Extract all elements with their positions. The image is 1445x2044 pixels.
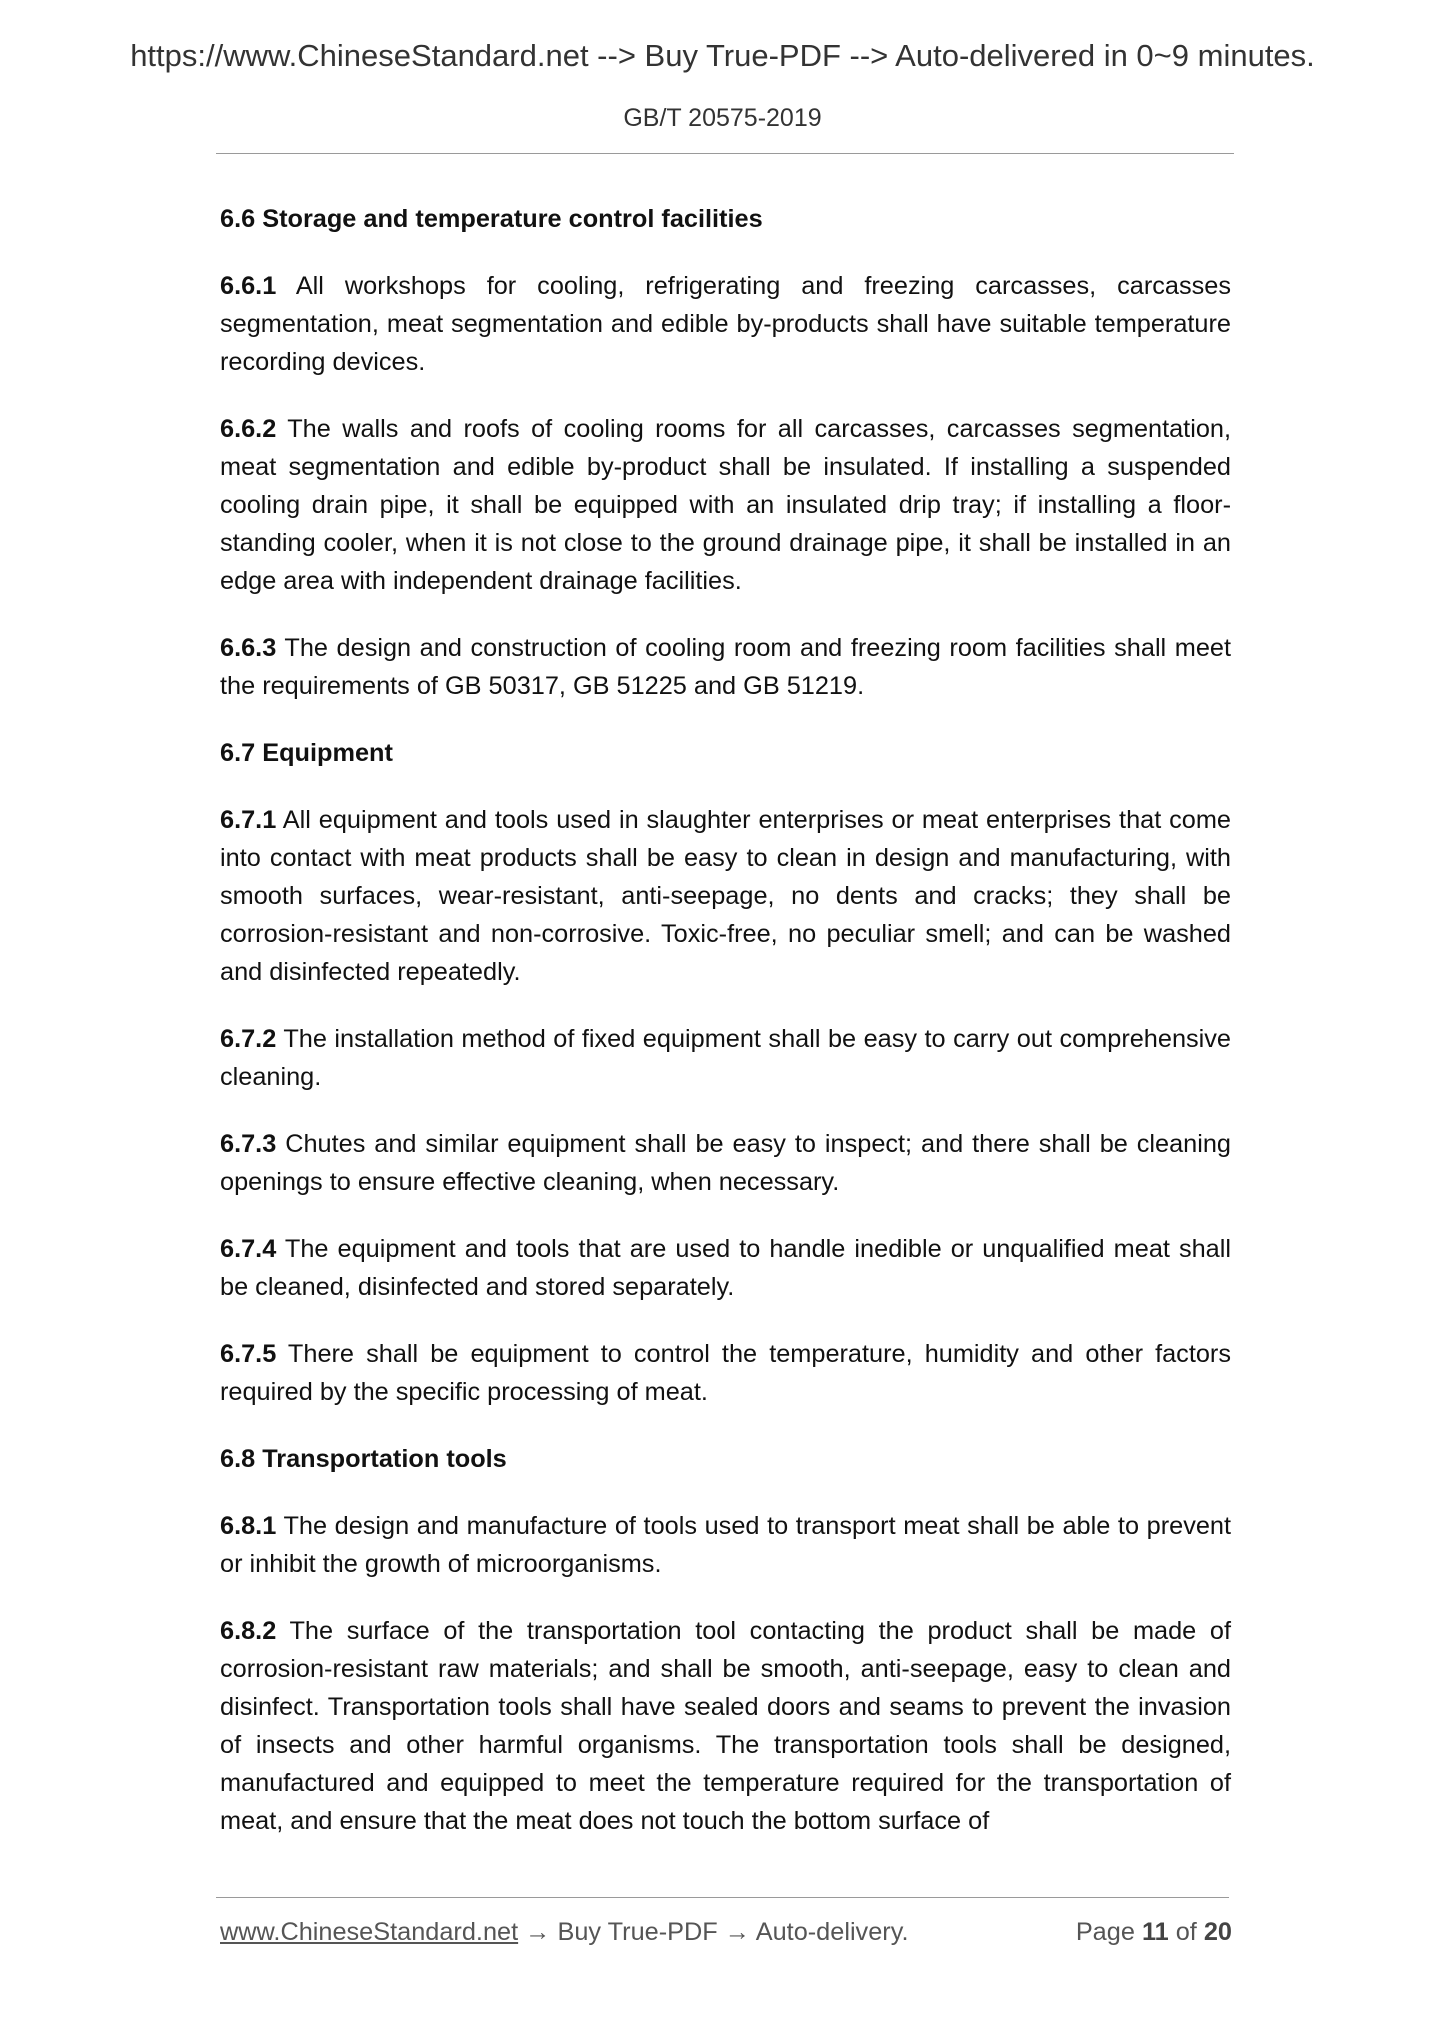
arrow-icon: → <box>724 1918 751 1946</box>
clause-number: 6.7.3 <box>220 1130 277 1158</box>
clause-text: All equipment and tools used in slaughter enterprises or meat enterprises that come into contact with meat products shall be easy to clean in design and manufacturing, with smooth surfaces, wear-resistant, anti-seepage, no dents and cracks; they shall be corrosion-resistant and non-corrosive. Toxic-free, no peculiar smell; and can be washed and disinfected repeatedly. <box>220 806 1231 986</box>
clause-number: 6.6.3 <box>220 634 277 662</box>
clause-paragraph <box>220 410 1231 600</box>
clause-paragraph <box>220 1507 1231 1583</box>
clause-number: 6.6.2 <box>220 415 277 443</box>
footer-links <box>220 1918 909 1947</box>
section-heading: 6.7 Equipment <box>220 739 393 767</box>
clause-paragraph <box>220 801 1231 991</box>
footer-divider <box>216 1897 1229 1898</box>
page-number: 11 <box>1141 1918 1169 1946</box>
site-link[interactable]: www.ChineseStandard.net <box>220 1918 519 1946</box>
section-heading: 6.8 Transportation tools <box>220 1445 507 1473</box>
clause-number: 6.7.1 <box>220 806 277 834</box>
clause-number: 6.8.2 <box>220 1617 277 1645</box>
clause-number: 6.6.1 <box>220 272 277 300</box>
clause-text: The walls and roofs of cooling rooms for all carcasses, carcasses segmentation, meat segmentation and edible by-product shall be insulated. If installing a suspended cooling drain pipe, it shall be equipped with an insulated drip tray; if installing a floor-standing cooler, when it is not close to the ground drainage pipe, it shall be installed in an edge area with independent drainage facilities. <box>220 415 1231 595</box>
clause-number: 6.7.2 <box>220 1025 277 1053</box>
document-body <box>220 200 1231 1869</box>
header-divider <box>216 153 1234 154</box>
clause-paragraph <box>220 1335 1231 1411</box>
page-total: 20 <box>1203 1918 1232 1946</box>
clause-text: There shall be equipment to control the temperature, humidity and other factors required by the specific processing of meat. <box>220 1340 1232 1406</box>
clause-text: The installation method of fixed equipment shall be easy to carry out comprehensive cleaning. <box>220 1025 1232 1091</box>
page-indicator <box>1076 1918 1232 1947</box>
top-banner[interactable]: https://www.ChineseStandard.net --> Buy True-PDF --> Auto-delivered in 0~9 minutes. <box>130 38 1315 73</box>
clause-paragraph <box>220 1125 1231 1201</box>
clause-text: Chutes and similar equipment shall be easy to inspect; and there shall be cleaning openings to ensure effective cleaning, when necessary. <box>220 1130 1232 1196</box>
page-label: Page <box>1075 1918 1135 1946</box>
buy-pdf-text: Buy True-PDF <box>557 1918 718 1946</box>
clause-number: 6.8.1 <box>220 1512 277 1540</box>
clause-text: The surface of the transportation tool contacting the product shall be made of corrosion-resistant raw materials; and shall be smooth, anti-seepage, easy to clean and disinfect. Transportation tools shall have sealed doors and seams to prevent the invasion of insects and other harmful organisms. The transportation tools shall be designed, manufactured and equipped to meet the temperature required for the transportation of meat, and ensure that the meat does not touch the bottom surface of <box>220 1617 1231 1835</box>
page-footer <box>220 1918 1232 1954</box>
clause-number: 6.7.5 <box>220 1340 277 1368</box>
clause-paragraph <box>220 1230 1231 1306</box>
clause-paragraph <box>220 1020 1231 1096</box>
clause-text: The design and manufacture of tools used to transport meat shall be able to prevent or inhibit the growth of microorganisms. <box>220 1512 1232 1578</box>
clause-number: 6.7.4 <box>220 1235 277 1263</box>
clause-paragraph <box>220 267 1231 381</box>
section-heading: 6.6 Storage and temperature control facilities <box>220 205 763 233</box>
clause-text: The design and construction of cooling room and freezing room facilities shall meet the requirements of GB 50317, GB 51225 and GB 51219. <box>220 634 1231 700</box>
clause-paragraph <box>220 1612 1231 1840</box>
of-label: of <box>1175 1918 1197 1946</box>
auto-delivery-text: Auto-delivery. <box>755 1918 909 1946</box>
doc-code: GB/T 20575-2019 <box>623 104 822 132</box>
clause-text: All workshops for cooling, refrigerating and freezing carcasses, carcasses segmentation, meat segmentation and edible by-products shall have suitable temperature recording devices. <box>220 272 1231 376</box>
clause-paragraph <box>220 629 1231 705</box>
clause-text: The equipment and tools that are used to handle inedible or unqualified meat shall be cleaned, disinfected and stored separately. <box>220 1235 1231 1301</box>
arrow-icon: → <box>525 1918 551 1946</box>
